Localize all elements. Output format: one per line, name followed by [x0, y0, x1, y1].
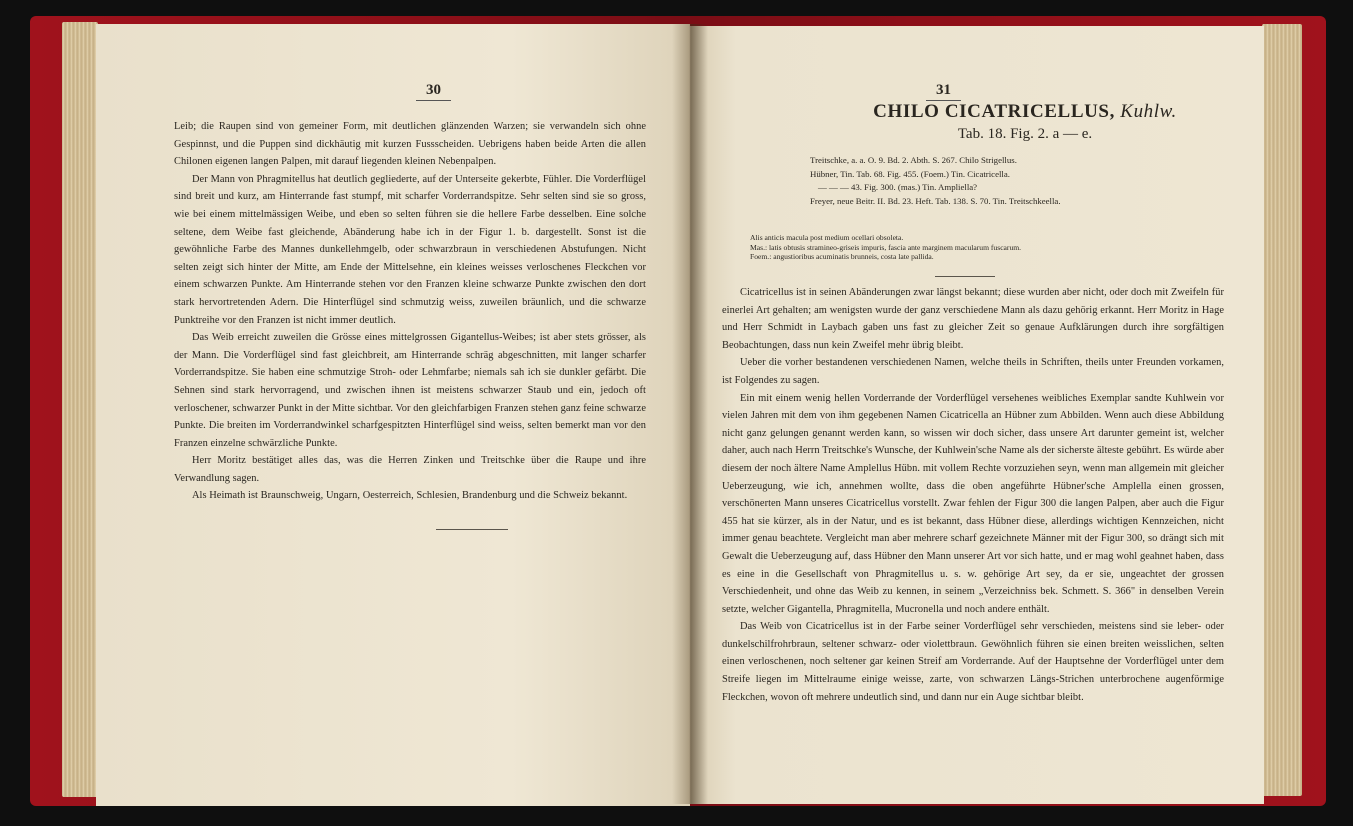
latin-diagnosis	[750, 233, 1220, 262]
species-title	[815, 101, 1235, 123]
book-gutter	[672, 24, 708, 804]
page-number: 31	[926, 82, 961, 101]
paragraph: Ueber die vorher bestandenen verschiedenen Namen, welche theils in Schriften, theils unter Freunden vorkamen, ist Folgendes zu sagen.	[722, 357, 1224, 386]
paragraph: Das Weib erreicht zuweilen die Grösse eines mittelgrossen Gigantellus-Weibes; ist aber stets grösser, als der Mann. Die Vorderflügel sind fast gleichbreit, am Hinterrande schräg abgeschnitten, mit langer scharfer Vorderrandspitze. Sie haben eine schmutzige Stroh- oder Lehmfarbe; niemals sah ich sie dunkler gefärbt. Die Sehnen sind stark hervorragend, und zwischen ihnen ist meistens schwarzer Staub und ein, jedoch oft verloschener, schwarzer Punkt in der Mitte sichtbar. Vor den gleichfarbigen Franzen stehen ganz feine schwarze Punkte. Die breiten im Vorderrandwinkel scharfgespitzten Hinterflügel sind weiss, selten bemerkt man vor den Franzen einzelne schwärzliche Punkte.	[174, 332, 646, 449]
left-page	[96, 24, 690, 806]
paragraph: Ein mit einem wenig hellen Vorderrande der Vorderflügel versehenes weibliches Exemplar sandte Kuhlwein vor vielen Jahren mit dem von ihm gegebenen Namen Cicatricella an Hübner zum Abbilden. Wenn auch diese Abbildung nicht ganz gelungen genannt werden kann, so wissen wir doch sicher, dass unsere Art darunter gemeint ist, welcher daher, auch nach Herrn Treitschke's Wunsche, der Kuhlwein'sche Name als der sicherste älteste gebührt. Es würde aber diesem der noch ältere Name Amplellus Hübn. mit vollem Rechte vorzuziehen seyn, wenn man allgemein mit gleicher Ueberzeugung, wie ich, annehmen wollte, dass die oben angeführte Hübner'sche Amplella einen grossen, verschönerten Mann unseres Cicatricellus vorstellt. Zwar fehlen der Figur 300 die langen Palpen, aber auch die Figur 455 hat sie kürzer, als in der Natur, und es ist bekannt, dass Hübner diese, allerdings wichtigen Kennzeichen, nicht immer genau beachtete. Vergleicht man aber mehrere scharf gezeichnete Männer mit der Figur 300, so drängt sich mit Gewalt die Ueberzeugung auf, dass Hübner den Mann unserer Art vor sich hatte, und er mag wohl geahnet haben, dass es eine in die Gesellschaft von Phragmitellus u. s. w. gehörige Art sey, da er sie, ungeachtet der grossen Verschiedenheit, und ohne das Weib zu kennen, in seinem „Verzeichniss bek. Schmett. S. 366" in denselben Verein setzte, welcher Gigantella, Phragmitella, Mucronella und noch andere enthält.	[722, 392, 1224, 615]
paragraph: Cicatricellus ist in seinen Abänderungen zwar längst bekannt; diese wurden aber nicht, oder doch mit Zweifeln für einerlei Art gehalten; am wenigsten wurde der ganz verschiedene Mann als dazu gehörig erkannt. Herr Moritz in Hage und Herr Schmidt in Laybach gaben uns fast zu gleicher Zeit so genaue Aufklärungen durch ihre sorgfältigen Beobachtungen, dass nun kein Zweifel mehr übrig bleibt.	[722, 287, 1224, 351]
reference-line: — — — 43. Fig. 300. (mas.) Tin. Ampliella?	[818, 182, 978, 192]
page-edges-right	[1262, 24, 1302, 796]
references	[810, 154, 1230, 208]
left-page-body	[174, 118, 646, 505]
section-divider	[436, 529, 508, 530]
right-page	[690, 26, 1264, 804]
right-page-body	[722, 284, 1224, 706]
species-author: Kuhlw.	[1120, 101, 1177, 122]
diagnosis-line: Foem.: angustioribus acuminatis brunneis, costa late pallida.	[750, 252, 934, 262]
section-divider	[935, 276, 995, 277]
paragraph: Der Mann von Phragmitellus hat deutlich gegliederte, auf der Unterseite gekerbte, Fühler. Die Vorderflügel sind breit und kurz, am Hinterrande fast stumpf, mit scharfer Vorderrandspitze. Sehr selten sind sie so gross, wie bei einem mittelmässigen Weibe, und eben so selten führen sie die hellere Farbe desselben. Eine solche seltene, dem Weibe fast gleichende, Abänderung habe ich in der Figur 1. b. dargestellt. Sonst ist die gewöhnliche Farbe des Mannes dunkellehmgelb, oder schwarzbraun in verschiedenen Abstufungen. Nicht selten zeigt sich hinter der Mitte, am Ende der Mittelsehne, ein kleines weisses verloschenes Fleckchen vor einem schwarzen Punkte. Am Hinterrande stehen vor den Franzen kleine schwarze Punkte zwischen den dort stark hervortretenden Adern. Die Hinterflügel sind schmutzig weiss, zuweilen bräunlich, und die schwarze Punktreihe vor den Franzen ist nicht immer deutlich.	[174, 173, 646, 326]
diagnosis-line: Mas.: latis obtusis stramineo-griseis impuris, fascia ante marginem macularum fuscarum.	[750, 242, 1022, 252]
paragraph: Leib; die Raupen sind von gemeiner Form, mit deutlichen glänzenden Warzen; sie verwandeln sich ohne Gespinnst, und die Puppen sind dickhäutig mit kurzen Fussscheiden. Uebrigens haben beide Arten die allen Chilonen eigenen langen Palpen, mit darauf liegenden kleinen Nebenpalpen.	[174, 121, 646, 168]
diagnosis-line: Alis anticis macula post medium ocellari obsoleta.	[750, 233, 904, 242]
page-number: 30	[416, 82, 451, 101]
plate-reference: Tab. 18. Fig. 2. a — e.	[957, 126, 1093, 142]
reference-line: Freyer, neue Beitr. II. Bd. 23. Heft. Tab. 138. S. 70. Tin. Treitschkeella.	[810, 195, 1061, 206]
reference-line: Treitschke, a. a. O. 9. Bd. 2. Abth. S. 267. Chilo Strigellus.	[810, 155, 1017, 165]
paragraph: Das Weib von Cicatricellus ist in der Farbe seiner Vorderflügel sehr verschieden, meistens sind sie leber- oder dunkelschilfrohrbraun, seltener schwarz- oder violettbraun. Gewöhnlich führen sie einen breiten weisslichen, selten einen verloschenen, noch seltener gar keinen Streif am Vorderrande. Auf der Hauptsehne der Vorderflügel unter dem Streife liegen im Mittelraume einige weisse, zarte, von schwarzen Längs-Strichen unterbrochene augenförmige Fleckchen, wovon oft mehrere undeutlich sind, und dann nur ein Auge sichtbar bleibt.	[722, 621, 1224, 703]
page-edges-left	[62, 22, 98, 797]
paragraph: Herr Moritz bestätiget alles das, was die Herren Zinken und Treitschke über die Raupe und ihre Verwandlung sagen.	[174, 455, 646, 484]
paragraph: Als Heimath ist Braunschweig, Ungarn, Oesterreich, Schlesien, Brandenburg und die Schweiz bekannt.	[192, 490, 628, 502]
reference-line: Hübner, Tin. Tab. 68. Fig. 455. (Foem.) Tin. Cicatricella.	[810, 168, 1010, 179]
species-name: CHILO CICATRICELLUS,	[873, 101, 1115, 122]
